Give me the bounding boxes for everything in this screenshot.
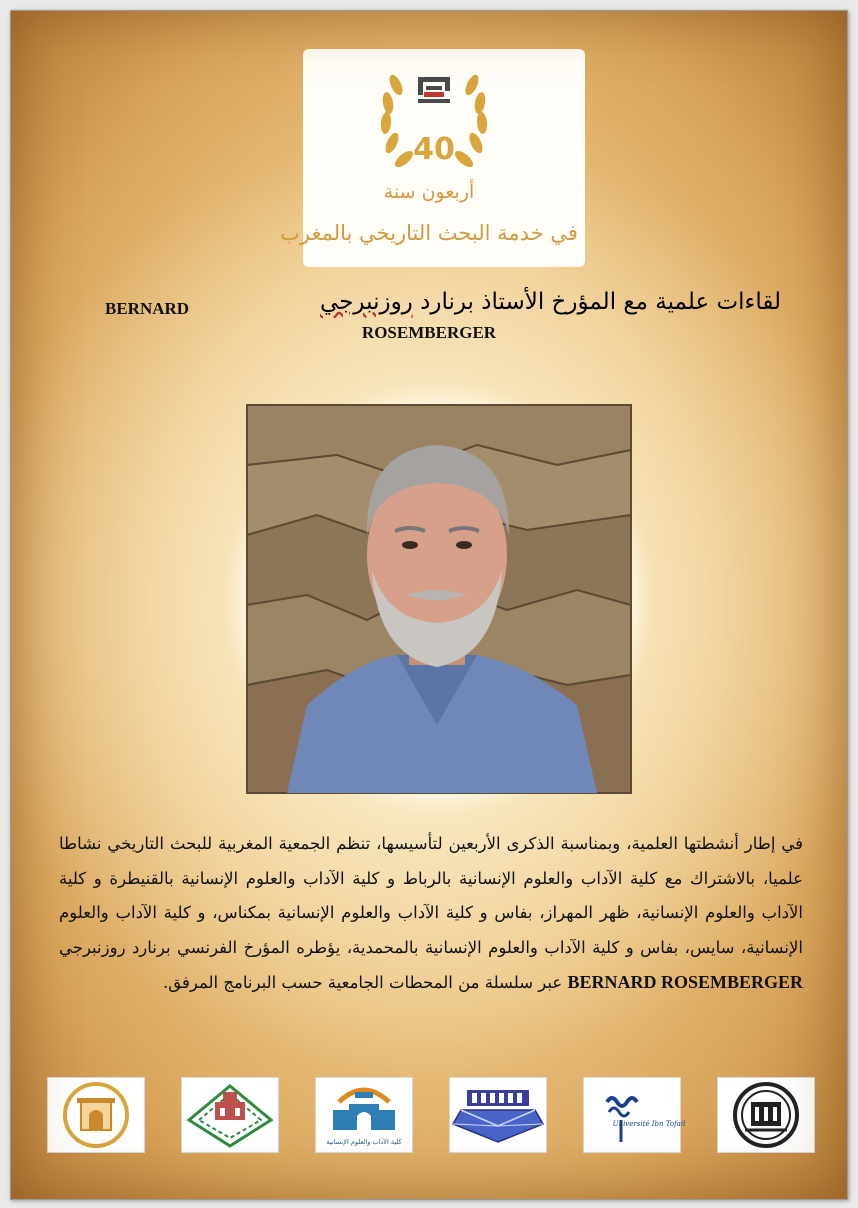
association-slogan: في خدمة البحث التاريخي بالمغرب <box>280 221 578 245</box>
title-arabic-name: روزنبرجي <box>320 289 413 315</box>
poster-title-arabic <box>221 289 781 315</box>
logo-faculty-round <box>717 1077 815 1153</box>
logo-university-building <box>449 1077 547 1153</box>
description-part1: في إطار أنشطتها العلمية، وبمناسبة الذكرى الأربعين لتأسيسها، تنظم الجمعية المغربية للبحث التاريخي نشاطا علميا، بالاشتراك مع كلية الآداب والعلوم الإنسانية بالرباط و كلية الآداب والعلوم الإنسانية بالقنيطرة و كلية الآداب والعلوم الإنسانية، ظهر المهراز، بفاس و كلية الآداب والعلوم الإنسانية بمكناس، و كلية الآداب والعلوم الإنسانية، سايس، بفاس و كلية الآداب والعلوم الإنسانية بالمحمدية، يؤطره المؤرخ الفرنسي برنارد روزنبرجي <box>59 834 803 957</box>
event-description <box>59 827 803 1001</box>
title-latin-firstname: BERNARD <box>105 299 190 318</box>
anniversary-tagline: أربعون سنة <box>383 181 475 203</box>
title-latin-surname: ROSEMBERGER <box>361 323 497 342</box>
logo-ibn-tofail <box>583 1077 686 1153</box>
laurel-emblem-icon <box>374 55 494 181</box>
description-name-latin: BERNARD ROSEMBERGER <box>567 972 803 992</box>
portrait-photo <box>247 405 631 793</box>
description-part2: عبر سلسلة من المحطات الجامعية حسب البرنامج المرفق. <box>162 973 568 992</box>
logo-university-gate <box>47 1077 145 1153</box>
svg-text:كلية الآداب والعلوم الإنسانية: كلية الآداب والعلوم الإنسانية <box>326 1138 402 1146</box>
logo-faculty-green-pattern <box>181 1077 279 1153</box>
partner-logos-row <box>47 1077 813 1153</box>
logo-faculty-letters <box>315 1077 413 1153</box>
title-arabic-main: لقاءات علمية مع المؤرخ الأستاذ برنارد <box>412 289 781 315</box>
svg-text:Université Ibn Tofail: Université Ibn Tofail <box>612 1120 686 1128</box>
svg-text:40: 40 <box>413 132 455 167</box>
poster-page <box>10 10 848 1200</box>
